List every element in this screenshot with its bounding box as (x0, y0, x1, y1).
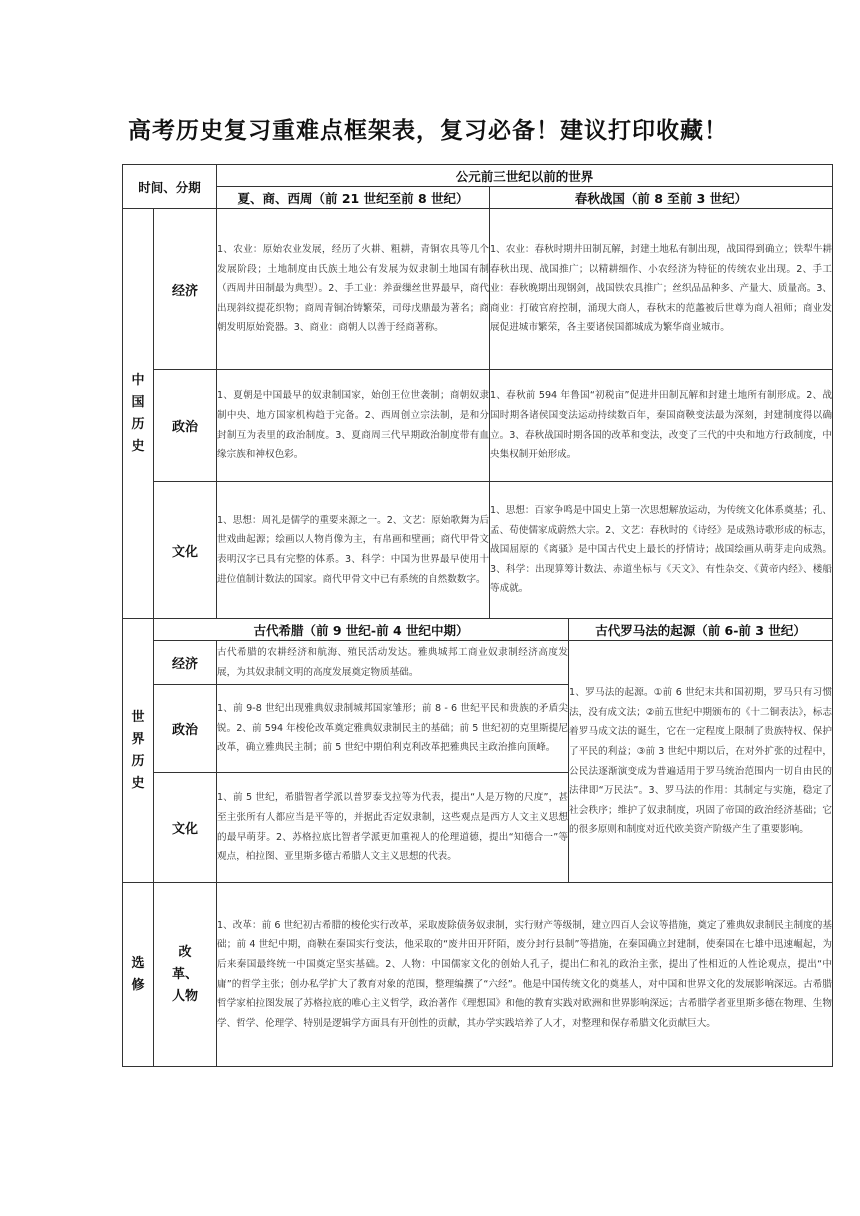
column-header-chunqiu-zhanguo: 春秋战国（前 8 至前 3 世纪） (490, 187, 833, 209)
china-politics-xia-shang-zhou: 1、夏朝是中国最早的奴隶制国家，始创王位世袭制；商朝奴隶制中央、地方国家机构趋于完备。2、西周创立宗法制，是和分封制互为表里的政治制度。3、夏商周三代早期政治制度带有血缘宗族和神权色彩。 (217, 370, 490, 482)
china-history-label-text: 中国历史 (131, 372, 145, 454)
china-economy-row (123, 209, 833, 370)
row-label-china-culture: 文化 (154, 482, 217, 619)
header-row-columns (123, 187, 833, 209)
row-label-world-culture: 文化 (154, 773, 217, 883)
column-header-roman-law: 古代罗马法的起源（前 6-前 3 世纪） (569, 619, 833, 641)
row-label-world-economy: 经济 (154, 641, 217, 685)
world-header-row (123, 619, 833, 641)
world-economy-row (123, 641, 833, 685)
row-label-china-economy: 经济 (154, 209, 217, 370)
china-economy-chunqiu-zhanguo: 1、农业：春秋时期井田制瓦解，封建土地私有制出现，战国得到确立；铁犁牛耕春秋出现、战国推广；以精耕细作、小农经济为特征的传统农业出现。2、手工业：春秋晚期出现钢剑，战国铁农具推广；丝织品品种多、产量大、质量高。3、商业：打破官府控制，涌现大商人，春秋末的范蠡被后世尊为商人祖师；商业发展促进城市繁荣，各主要诸侯国都城成为繁华商业城市。 (490, 209, 833, 370)
row-label-china-politics: 政治 (154, 370, 217, 482)
column-header-xia-shang-zhou: 夏、商、西周（前 21 世纪至前 8 世纪） (217, 187, 490, 209)
china-culture-row (123, 482, 833, 619)
china-economy-xia-shang-zhou: 1、农业：原始农业发展，经历了火耕、粗耕，青铜农具等几个发展阶段；土地制度由氏族土地公有发展为奴隶制土地国有制（西周井田制最为典型）。2、手工业：养蚕缫丝世界最早，商代出现斜纹提花织物；商周青铜冶铸繁荣，司母戊鼎最为著名；商朝发明原始瓷器。3、商业：商朝人以善于经商著称。 (217, 209, 490, 370)
world-economy-greece: 古代希腊的农耕经济和航海、殖民活动发达。雅典城邦工商业奴隶制经济高度发展，为其奴隶制文明的高度发展奠定物质基础。 (217, 641, 569, 685)
world-history-label (123, 619, 154, 883)
china-politics-row (123, 370, 833, 482)
elective-label (123, 883, 154, 1067)
column-header-ancient-greece: 古代希腊（前 9 世纪-前 4 世纪中期） (154, 619, 569, 641)
china-culture-xia-shang-zhou: 1、思想：周礼是儒学的重要来源之一。2、文艺：原始歌舞为后世戏曲起源；绘画以人物肖像为主，有帛画和壁画；商代甲骨文表明汉字已具有完整的体系。3、科学：中国为世界最早使用十进位值制计数法的国家。商代甲骨文中已有系统的自然数数字。 (217, 482, 490, 619)
row-label-reform-people (154, 883, 217, 1067)
world-roman-law: 1、罗马法的起源。①前 6 世纪末共和国初期，罗马只有习惯法，没有成文法；②前五世纪中期颁布的《十二铜表法》，标志着罗马成文法的诞生，它在一定程度上限制了贵族特权、保护了平民的利益；③前 3 世纪中期以后，在对外扩张的过程中，公民法逐渐演变成为普遍适用于罗马统治范围内一切自由民的法律即“万民法”。3、罗马法的作用：其制定与实施，稳定了社会秩序；维护了奴隶制度，巩固了帝国的政治经济基础；它的很多原则和制度对近代欧美资产阶级产生了重要影响。 (569, 641, 833, 883)
history-framework-table (122, 164, 833, 1067)
reform-people-label-text: 改革、人物 (171, 944, 198, 1004)
world-history-label-text: 世界历史 (131, 709, 145, 791)
page-title: 高考历史复习重难点框架表，复习必备！建议打印收藏！ (128, 118, 728, 144)
era-header: 公元前三世纪以前的世界 (217, 165, 833, 187)
header-row-era (123, 165, 833, 187)
china-culture-chunqiu-zhanguo: 1、思想：百家争鸣是中国史上第一次思想解放运动，为传统文化体系奠基；孔、孟、荀使儒家成蔚然大宗。2、文艺：春秋时的《诗经》是成熟诗歌形成的标志，战国屈原的《离骚》是中国古代史上最长的抒情诗；战国绘画从萌芽走向成熟。3、科学：出现算筹计数法、赤道坐标与《天文》、有性杂交、《黄帝内经》、楼船等成就。 (490, 482, 833, 619)
world-politics-greece: 1、前 9-8 世纪出现雅典奴隶制城邦国家雏形；前 8 - 6 世纪平民和贵族的矛盾尖锐。2、前 594 年梭伦改革奠定雅典奴隶制民主的基础；前 5 世纪初的克里斯提尼改革，确立雅典民主制；前 5 世纪中期伯利克利改革把雅典民主政治推向顶峰。 (217, 685, 569, 773)
elective-row (123, 883, 833, 1067)
china-politics-chunqiu-zhanguo: 1、春秋前 594 年鲁国“初税亩”促进井田制瓦解和封建土地所有制形成。2、战国时期各诸侯国变法运动持续数百年，秦国商鞅变法最为深刻，封建制度得以确立。3、春秋战国时期各国的改革和变法，改变了三代的中央和地方行政制度，中央集权制开始形成。 (490, 370, 833, 482)
china-history-label (123, 209, 154, 619)
period-header: 时间、分期 (123, 165, 217, 209)
elective-reform-people-text: 1、改革：前 6 世纪初古希腊的梭伦实行改革，采取废除债务奴隶制，实行财产等级制，建立四百人会议等措施，奠定了雅典奴隶制民主制度的基础；前 4 世纪中期，商鞅在秦国实行变法，他采取的“废井田开阡陌，废分封行县制”等措施，在秦国确立封建制，使秦国在七雄中迅速崛起，为后来秦国最终统一中国奠定坚实基础。2、人物：中国儒家文化的创始人孔子，提出仁和礼的政治主张，提出了性相近的人性论观点，提出“中庸”的哲学主张；创办私学扩大了教育对象的范围，整理编撰了“六经”。他是中国传统文化的奠基人，对中国和世界文化的发展影响深远。古希腊哲学家柏拉图发展了苏格拉底的唯心主义哲学，政治著作《理想国》和他的教育实践对欧洲和世界影响深远；古希腊学者亚里斯多德在物理、生物学、哲学、伦理学、特别是逻辑学方面具有开创性的贡献，其办学实践培养了人才，对整理和保存希腊文化贡献巨大。 (217, 883, 833, 1067)
world-culture-greece: 1、前 5 世纪，希腊智者学派以普罗泰戈拉等为代表，提出“人是万物的尺度”，甚至主张所有人都应当是平等的，并据此否定奴隶制，这些观点是西方人文主义思想的最早萌芽。2、苏格拉底比智者学派更加重视人的伦理道德，提出“知德合一”等观点，柏拉图、亚里斯多德古希腊人文主义思想的代表。 (217, 773, 569, 883)
elective-label-text: 选修 (131, 955, 145, 993)
row-label-world-politics: 政治 (154, 685, 217, 773)
